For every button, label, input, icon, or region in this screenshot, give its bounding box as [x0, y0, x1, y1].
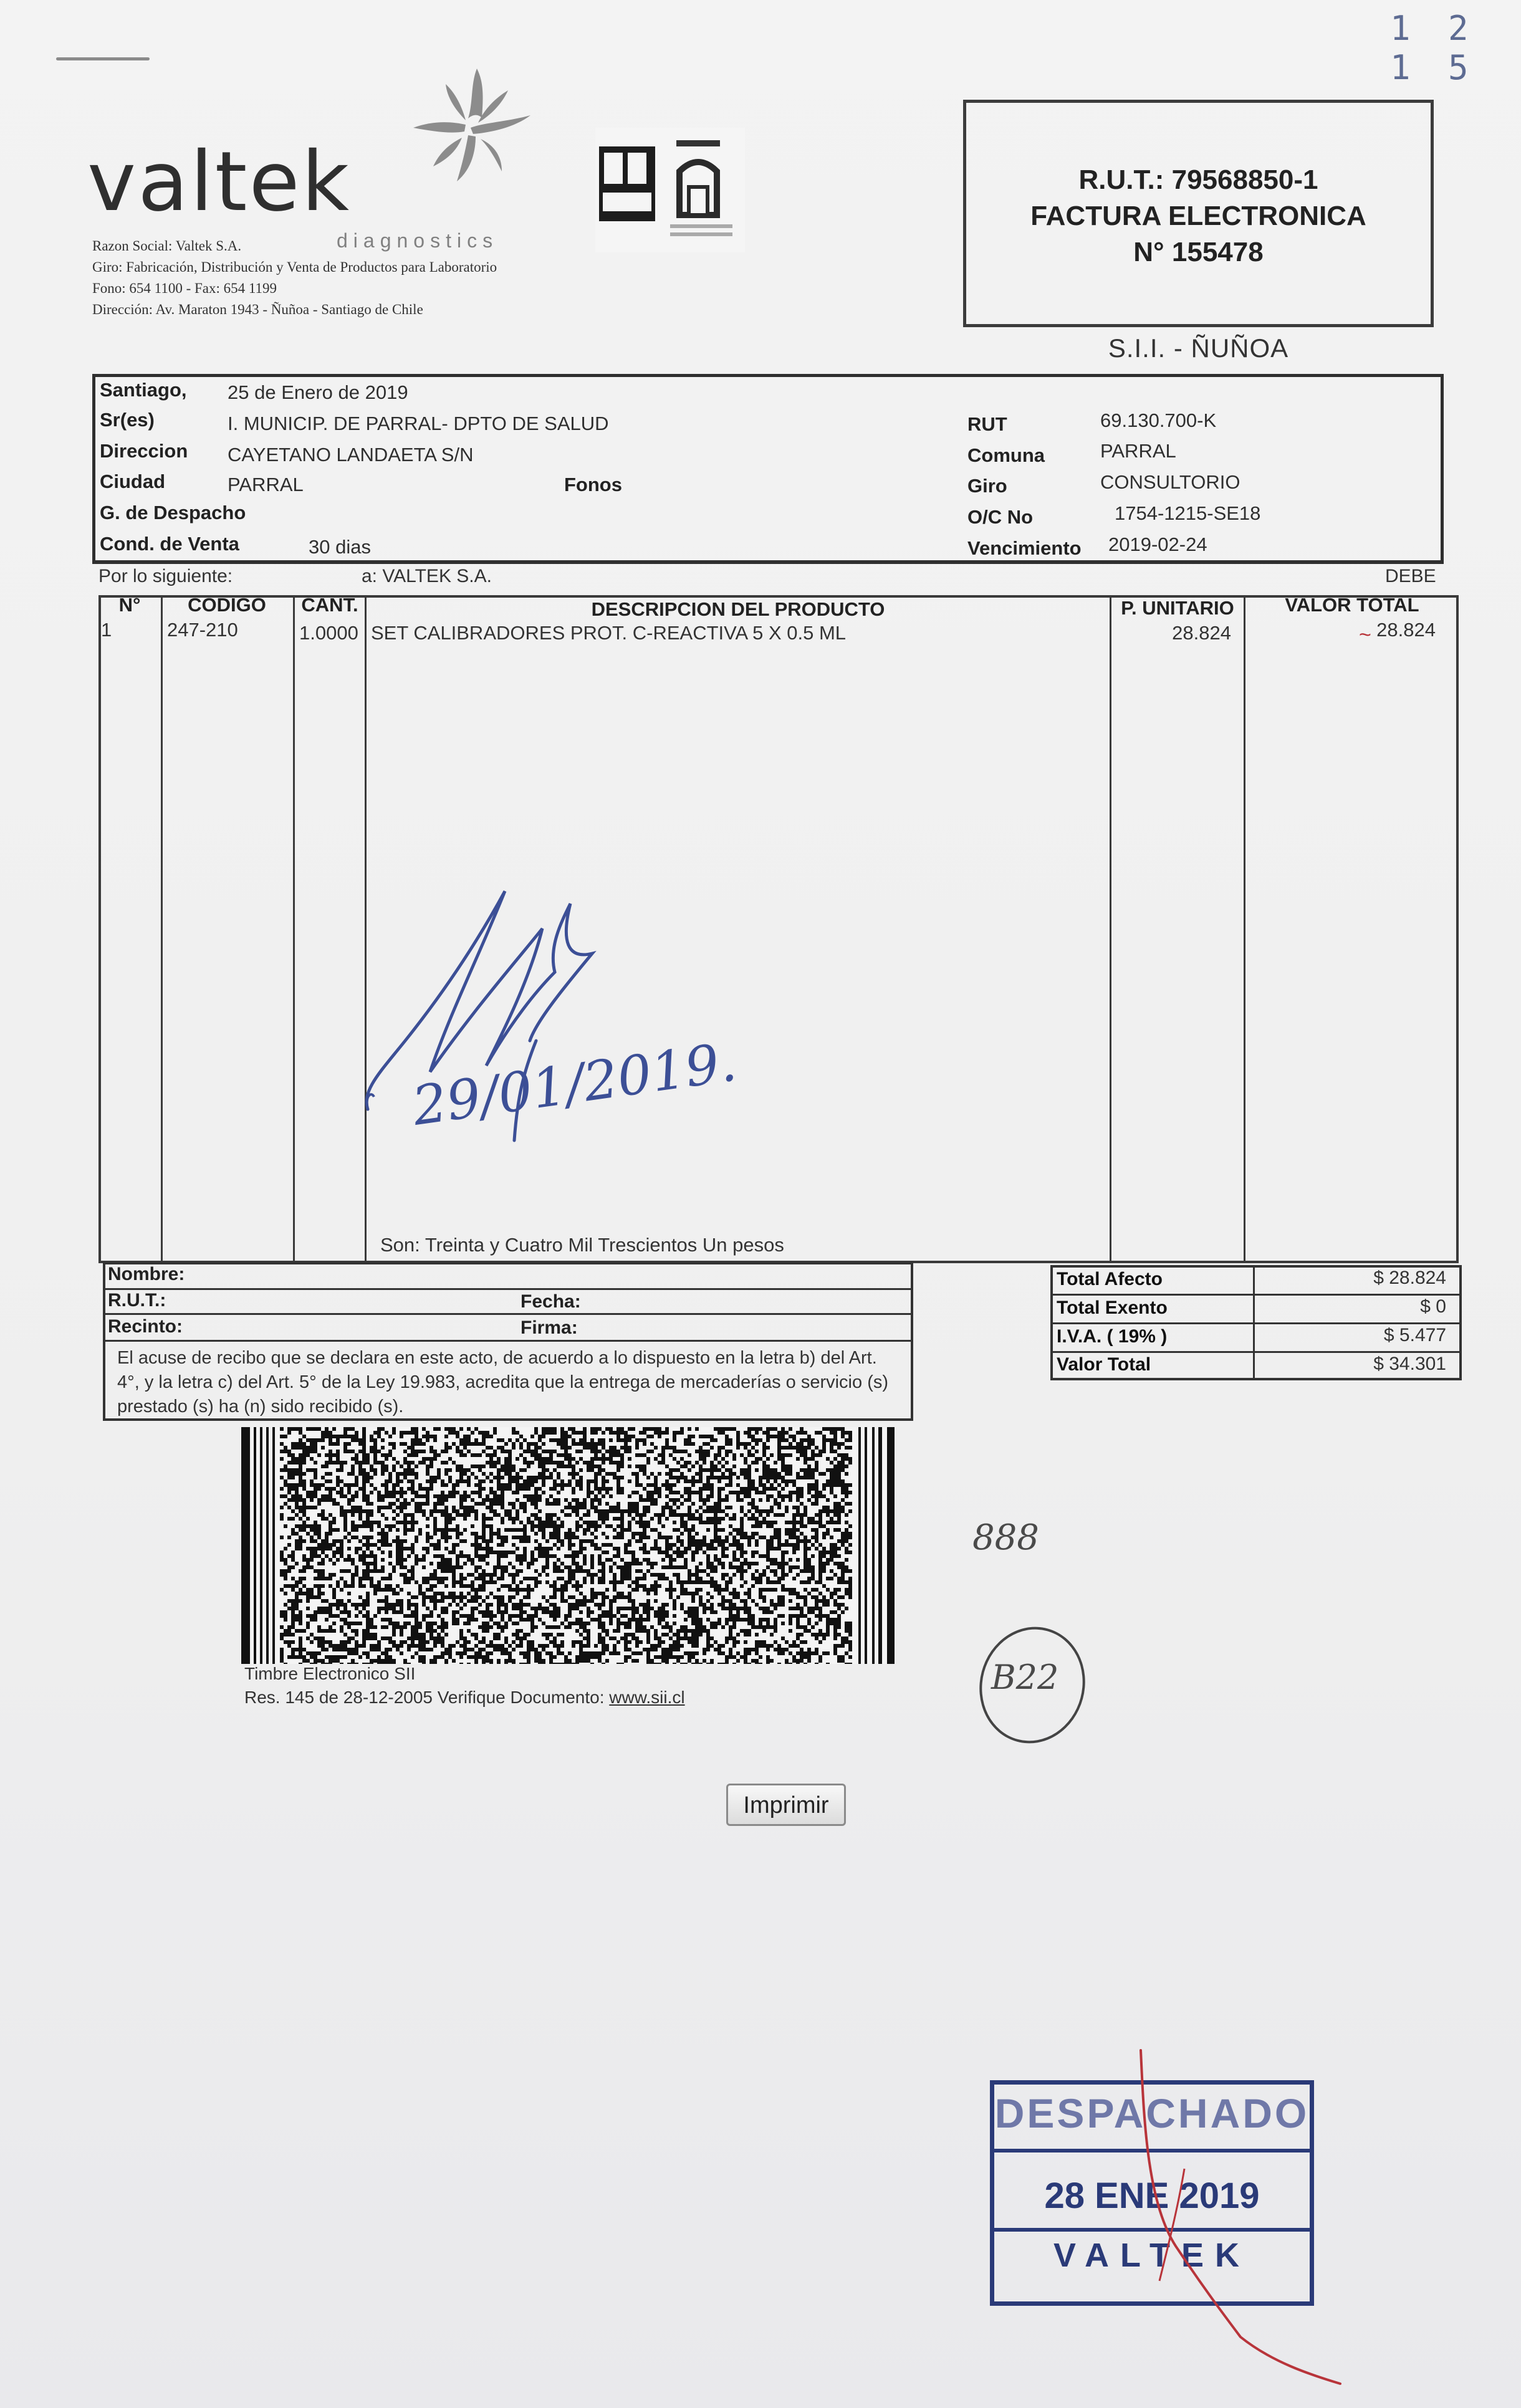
label-firma: Firma: — [521, 1317, 578, 1338]
label-vencimiento: Vencimiento — [967, 537, 1082, 559]
totals-divider — [1050, 1322, 1462, 1324]
valor-total-label: Valor Total — [1057, 1354, 1151, 1375]
cond-venta-value: 30 dias — [309, 536, 371, 558]
client-city: PARRAL — [228, 474, 304, 495]
invoice-type: FACTURA ELECTRONICA — [1030, 201, 1366, 231]
items-debe: DEBE — [1385, 566, 1436, 586]
client-giro: CONSULTORIO — [1100, 471, 1240, 493]
label-despacho: G. de Despacho — [100, 502, 246, 523]
amount-in-words: Son: Treinta y Cuatro Mil Trescientos Un pesos — [380, 1234, 784, 1256]
fono: Fono: 654 1100 - Fax: 654 1199 — [92, 280, 277, 296]
page-number: 1 2 1 5 — [1390, 9, 1477, 87]
vencimiento-value: 2019-02-24 — [1108, 533, 1207, 555]
column-divider — [1244, 595, 1245, 1263]
label-rut: RUT — [967, 413, 1007, 435]
header-cant: CANT. — [301, 594, 358, 616]
client-name: I. MUNICIP. DE PARRAL- DPTO DE SALUD — [228, 413, 609, 434]
sii-office: S.I.I. - ÑUÑOA — [1108, 333, 1289, 363]
label-fecha: Fecha: — [521, 1291, 581, 1312]
label-sres: Sr(es) — [100, 409, 155, 431]
sii-link[interactable]: www.sii.cl — [609, 1688, 685, 1707]
total-afecto-value: $ 28.824 — [1373, 1268, 1446, 1288]
label-santiago: Santiago, — [100, 379, 187, 401]
pen-mark — [56, 57, 150, 60]
timbre-text — [244, 1662, 685, 1709]
row-cant: 1.0000 — [299, 622, 358, 644]
client-comuna: PARRAL — [1100, 440, 1176, 462]
header-descripcion: DESCRIPCION DEL PRODUCTO — [591, 598, 885, 620]
header-n: N° — [118, 594, 141, 616]
items-intro-to: a: VALTEK S.A. — [362, 566, 492, 586]
timbre-title: Timbre Electronico SII — [244, 1664, 416, 1683]
receipt-divider — [103, 1340, 913, 1342]
direccion: Dirección: Av. Maraton 1943 - Ñuñoa - Santiago de Chile — [92, 302, 423, 317]
label-cond-venta: Cond. de Venta — [100, 533, 239, 555]
razon-social: Razon Social: Valtek S.A. — [92, 238, 242, 254]
label-ciudad: Ciudad — [100, 471, 166, 492]
invoice-date: 25 de Enero de 2019 — [228, 381, 408, 403]
row-valor-total: 28.824 — [1376, 619, 1436, 641]
label-receipt-rut: R.U.T.: — [108, 1290, 166, 1311]
certification-badges-icon — [595, 128, 745, 252]
header-codigo: CODIGO — [188, 594, 266, 616]
column-divider — [1110, 595, 1111, 1263]
label-oc: O/C No — [967, 506, 1034, 528]
label-fonos: Fonos — [564, 474, 622, 495]
pdf417-barcode — [241, 1427, 895, 1664]
column-divider — [161, 595, 163, 1263]
valtek-logo-icon — [408, 65, 533, 184]
totals-divider — [1050, 1294, 1462, 1296]
total-afecto-label: Total Afecto — [1057, 1269, 1163, 1289]
iva-value: $ 5.477 — [1383, 1325, 1446, 1345]
header-p-unitario: P. UNITARIO — [1121, 597, 1234, 619]
label-giro: Giro — [967, 475, 1007, 497]
total-exento-value: $ 0 — [1420, 1296, 1446, 1317]
invoice-id-box — [963, 100, 1434, 327]
handwritten-date: 29/01/2019. — [408, 1031, 741, 1138]
rut-line: R.U.T.: 79568850-1 — [1078, 165, 1318, 195]
iva-label: I.V.A. ( 19% ) — [1057, 1326, 1168, 1347]
label-recinto: Recinto: — [108, 1316, 183, 1337]
column-divider — [293, 595, 295, 1263]
print-button[interactable]: Imprimir — [726, 1784, 846, 1826]
company-info — [92, 236, 497, 320]
client-address: CAYETANO LANDAETA S/N — [228, 444, 474, 466]
totals-divider — [1050, 1351, 1462, 1353]
receipt-divider — [103, 1288, 913, 1290]
client-oc: 1754-1215-SE18 — [1115, 502, 1261, 524]
stamp-company: VALTEK — [1053, 2237, 1250, 2274]
header-valor-total: VALOR TOTAL — [1285, 594, 1419, 616]
invoice-number: N° 155478 — [1133, 237, 1264, 267]
logo-subtitle: diagnostics — [337, 229, 499, 252]
items-intro-label: Por lo siguiente: — [98, 566, 233, 586]
red-check-mark: ~ — [1359, 623, 1371, 647]
timbre-resolution: Res. 145 de 28-12-2005 Verifique Documento: www.sii.cl — [244, 1688, 685, 1707]
client-rut: 69.130.700-K — [1100, 409, 1217, 431]
label-comuna: Comuna — [967, 444, 1045, 466]
logo-wordmark: valtek — [87, 134, 352, 230]
items-table — [98, 595, 1459, 1263]
receipt-legal-text: El acuse de recibo que se declara en este acto, de acuerdo a lo dispuesto en la letra b) del Art. 4°, y la letra c) del Art. 5° de la Ley 19.983, acredita que la entrega de mercaderías o servicio (s) prestado (s) ha (n) sido recibido (s). — [117, 1348, 889, 1417]
stamp-date: 28 ENE 2019 — [1044, 2176, 1260, 2216]
row-descripcion: SET CALIBRADORES PROT. C-REACTIVA 5 X 0.5 ML — [371, 622, 847, 644]
label-direccion: Direccion — [100, 440, 188, 462]
total-exento-label: Total Exento — [1057, 1297, 1168, 1318]
row-p-unitario: 28.824 — [1172, 622, 1231, 644]
handwritten-circled-note: B22 — [991, 1658, 1059, 1697]
label-nombre: Nombre: — [108, 1264, 185, 1284]
handwritten-note: 888 — [972, 1517, 1039, 1558]
stamp-status: DESPACHADO — [994, 2090, 1310, 2136]
giro: Giro: Fabricación, Distribución y Venta de Productos para Laboratorio — [92, 259, 497, 275]
valor-total-value: $ 34.301 — [1373, 1354, 1446, 1374]
receipt-divider — [103, 1313, 913, 1315]
red-pen-stroke — [1110, 2044, 1346, 2393]
row-codigo: 247-210 — [167, 619, 238, 641]
row-n: 1 — [101, 619, 112, 641]
